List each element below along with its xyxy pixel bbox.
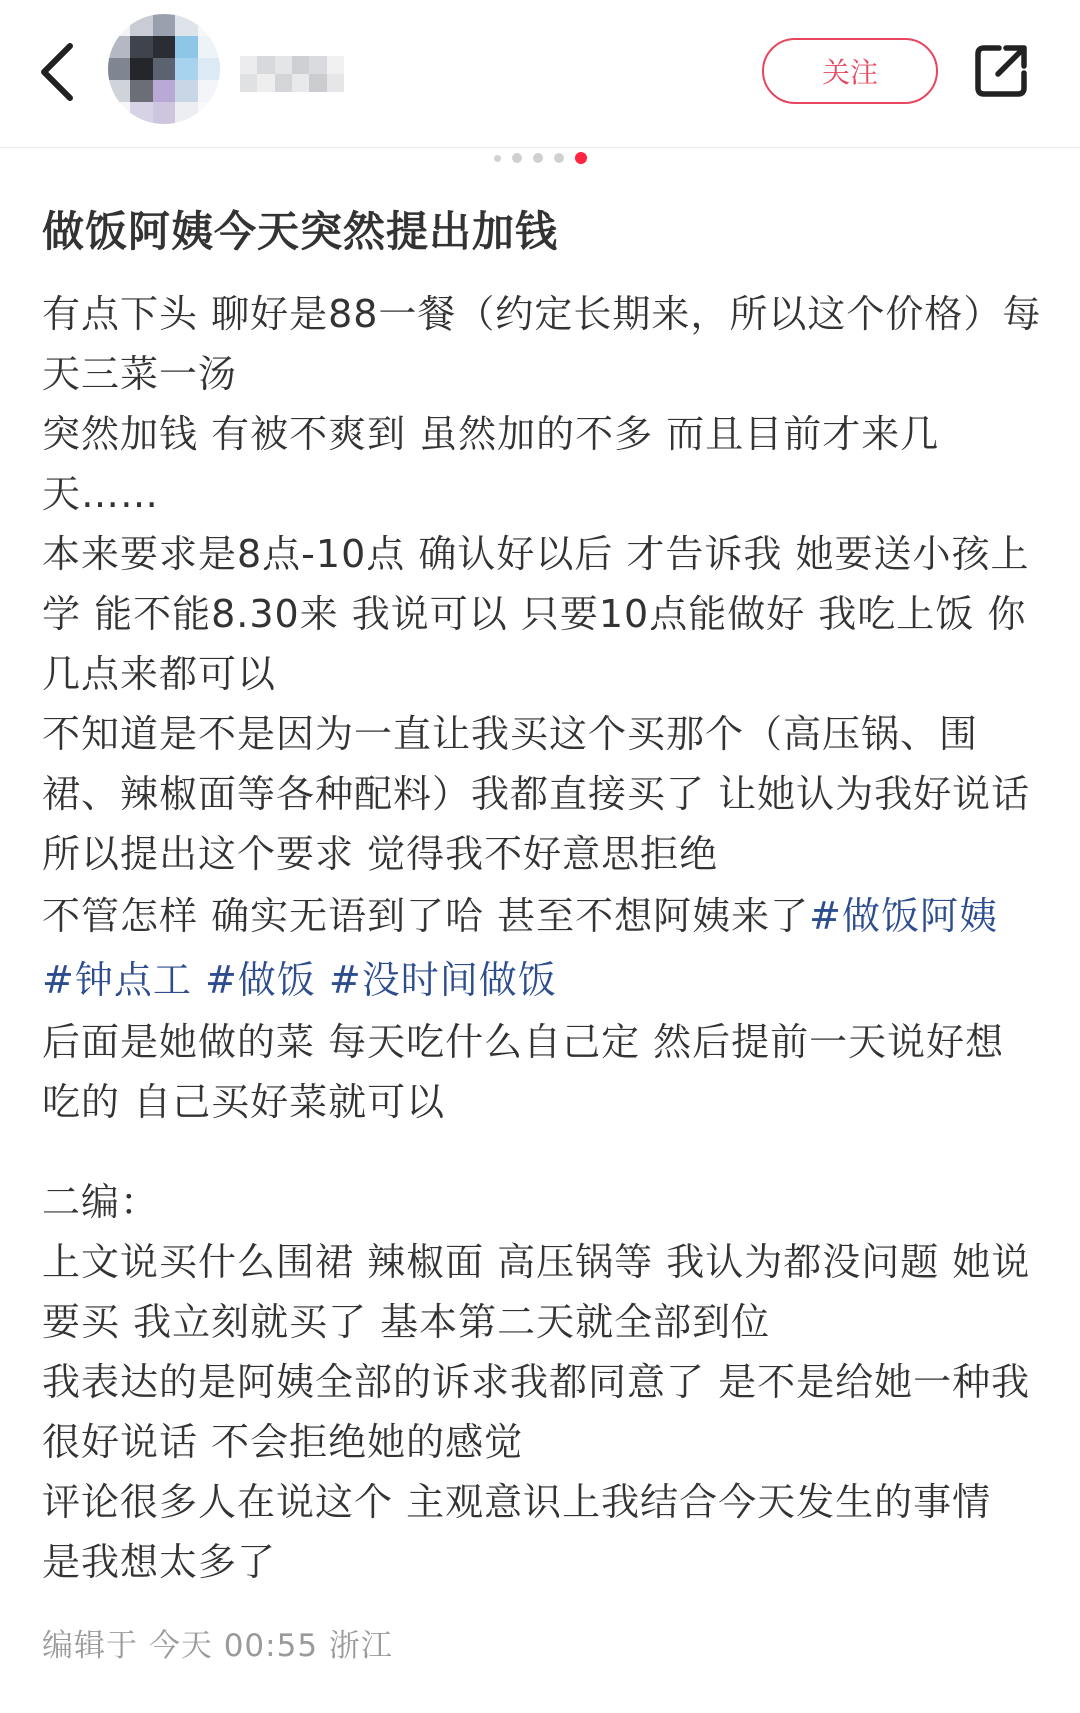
back-button[interactable]: [30, 32, 90, 112]
hashtag-link[interactable]: #没时间做饭: [328, 958, 557, 1002]
post-paragraph: 上文说买什么围裙 辣椒面 高压锅等 我认为都没问题 她说要买 我立刻就买了 基本第二天就全部到位: [42, 1240, 1031, 1344]
post-title: 做饭阿姨今天突然提出加钱: [42, 207, 559, 256]
carousel-dot-active[interactable]: [575, 152, 587, 164]
carousel-dot[interactable]: [533, 153, 543, 163]
edit-heading: 二编：: [42, 1180, 160, 1224]
follow-button[interactable]: 关注: [762, 38, 938, 104]
carousel-dot[interactable]: [512, 153, 522, 163]
edit-timestamp: 编辑于 今天 00:55 浙江: [42, 1628, 393, 1664]
chevron-left-icon: [30, 32, 90, 112]
post-text: 不管怎样 确实无语到了哈 甚至不想阿姨来了: [42, 894, 810, 938]
post-paragraph: 本来要求是8点-10点 确认好以后 才告诉我 她要送小孩上学 能不能8.30来 我说可以 只要10点能做好 我吃上饭 你几点来都可以: [42, 532, 1030, 696]
hashtag-link[interactable]: #做饭阿姨: [809, 894, 999, 938]
carousel-indicator: [0, 152, 1080, 164]
paragraph-spacer: [42, 1132, 1042, 1172]
post-paragraph: 突然加钱 有被不爽到 虽然加的不多 而且目前才来几天……: [42, 412, 940, 516]
hashtag-link[interactable]: #钟点工: [42, 958, 192, 1002]
post-paragraph: 不知道是不是因为一直让我买这个买那个（高压锅、围裙、辣椒面等各种配料）我都直接买了 让她认为我好说话 所以提出这个要求 觉得我不好意思拒绝: [42, 712, 1031, 876]
top-bar: [0, 0, 1080, 148]
share-button[interactable]: [972, 40, 1032, 100]
post-paragraph: 评论很多人在说这个 主观意识上我结合今天发生的事情 是我想太多了: [42, 1480, 992, 1584]
share-icon: [972, 40, 1032, 100]
post-paragraph: 有点下头 聊好是88一餐（约定长期来，所以这个价格）每天三菜一汤: [42, 292, 1042, 396]
carousel-dot[interactable]: [554, 153, 564, 163]
post-paragraph: 后面是她做的菜 每天吃什么自己定 然后提前一天说好想吃的 自己买好菜就可以: [42, 1020, 1005, 1124]
post-content: [42, 284, 1042, 1592]
post-paragraph: 我表达的是阿姨全部的诉求我都同意了 是不是给她一种我很好说话 不会拒绝她的感觉: [42, 1360, 1031, 1464]
hashtag-link[interactable]: #做饭: [204, 958, 316, 1002]
username-blurred[interactable]: [240, 56, 344, 92]
avatar[interactable]: [108, 14, 220, 124]
post-paragraph-with-tags: [42, 884, 1042, 1012]
carousel-dot[interactable]: [494, 155, 501, 162]
